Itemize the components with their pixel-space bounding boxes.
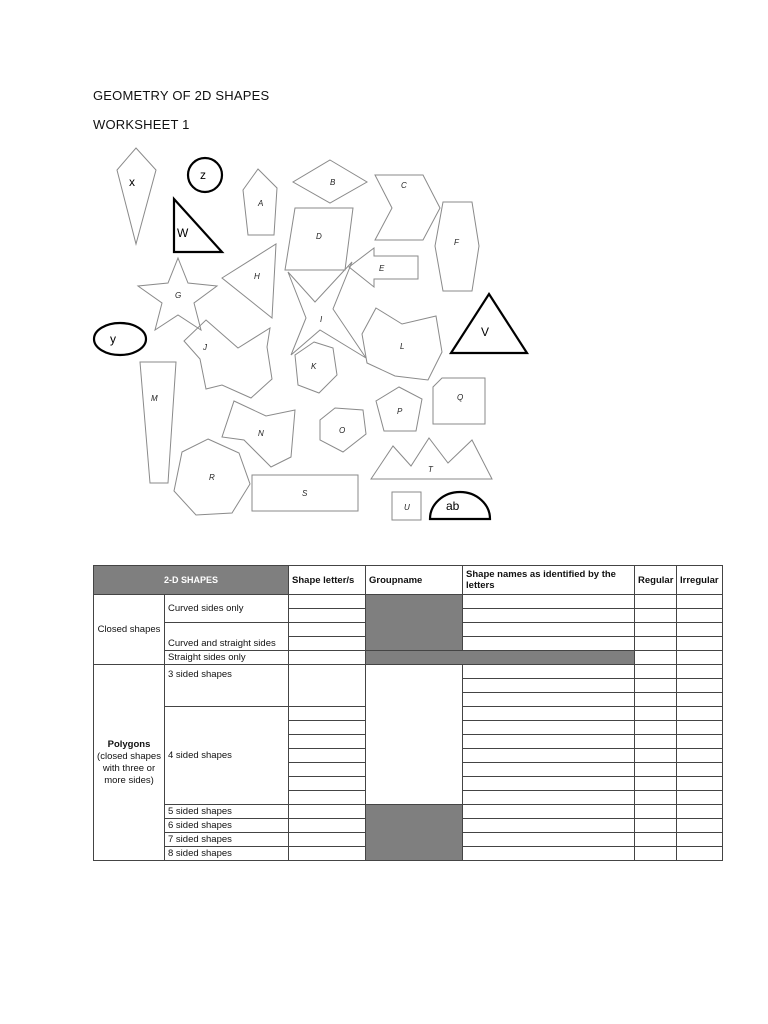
label-t: T: [428, 465, 433, 474]
label-e: E: [379, 264, 385, 273]
label-g: G: [175, 291, 182, 300]
label-b: B: [330, 178, 336, 187]
label-f: F: [454, 238, 459, 247]
label-w: W: [177, 226, 189, 240]
label-p: P: [397, 407, 403, 416]
label-u: U: [404, 503, 410, 512]
row-4-sided: 4 sided shapes: [165, 707, 289, 805]
worksheet-subtitle: WORKSHEET 1: [93, 117, 190, 132]
shape-x: [117, 148, 156, 244]
header-shape-names: Shape names as identified by the letters: [463, 566, 635, 595]
row-6-sided: 6 sided shapes: [165, 819, 289, 833]
polygons-title: Polygons: [107, 738, 151, 750]
header-shape-letters: Shape letter/s: [289, 566, 366, 595]
shape-j: [184, 320, 272, 398]
label-q: Q: [457, 393, 464, 402]
label-i: I: [320, 315, 323, 324]
shape-y: [94, 323, 146, 355]
header-irregular: Irregular: [677, 566, 723, 595]
label-m: M: [151, 394, 158, 403]
label-d: D: [316, 232, 322, 241]
label-v: V: [481, 325, 490, 339]
label-c: C: [401, 181, 407, 190]
label-s: S: [302, 489, 308, 498]
header-groupname: Groupname: [366, 566, 463, 595]
shape-v: [451, 294, 527, 353]
row-8-sided: 8 sided shapes: [165, 847, 289, 861]
header-regular: Regular: [635, 566, 677, 595]
label-a: A: [258, 199, 264, 208]
row-curved-straight: Curved and straight sides: [165, 623, 289, 651]
polygons-description: (closed shapes with three or more sides): [97, 750, 161, 786]
polygons-label: [94, 665, 165, 861]
label-y: y: [110, 332, 116, 346]
row-3-sided: 3 sided shapes: [165, 665, 289, 707]
shape-c: [375, 175, 440, 240]
shape-ab: [430, 492, 490, 519]
label-j: J: [203, 343, 207, 352]
label-n: N: [258, 429, 264, 438]
shape-i: [288, 262, 366, 358]
header-2d-shapes: 2-D SHAPES: [94, 566, 289, 595]
label-x: x: [129, 175, 135, 189]
label-l: L: [400, 342, 405, 351]
row-5-sided: 5 sided shapes: [165, 805, 289, 819]
shape-h: [222, 244, 276, 318]
worksheet-title: GEOMETRY OF 2D SHAPES: [93, 88, 270, 103]
row-straight-only: Straight sides only: [165, 651, 289, 665]
label-h: H: [254, 272, 260, 281]
closed-shapes-label: Closed shapes: [94, 595, 165, 665]
label-o: O: [339, 426, 346, 435]
shapes-table: [93, 565, 723, 861]
label-z: z: [200, 168, 206, 182]
row-7-sided: 7 sided shapes: [165, 833, 289, 847]
row-curved-only: Curved sides only: [165, 595, 289, 623]
shape-m: [140, 362, 176, 483]
label-k: K: [311, 362, 317, 371]
label-r: R: [209, 473, 215, 482]
label-ab: ab: [446, 499, 460, 513]
